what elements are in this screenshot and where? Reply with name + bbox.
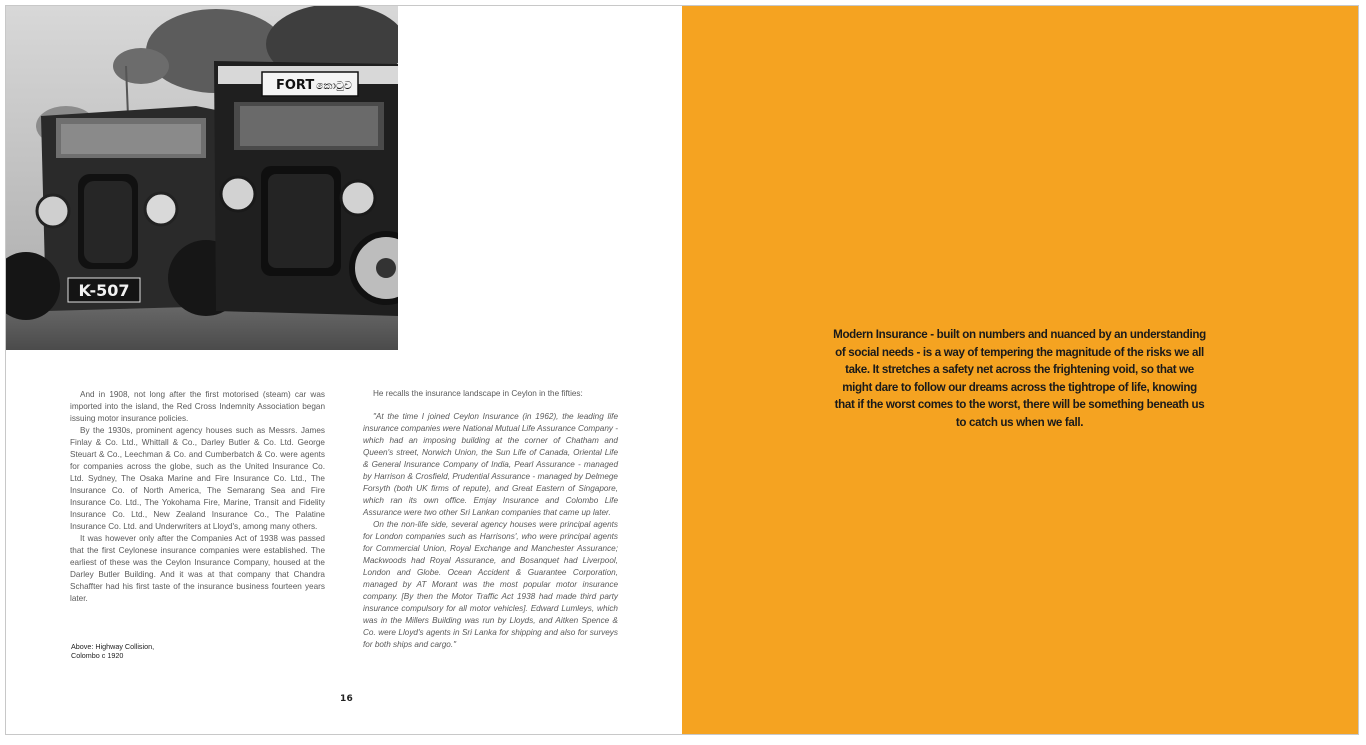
- photo-illustration: [6, 6, 398, 350]
- page-number: 16: [340, 694, 353, 704]
- sign-text-local: කොටුව: [316, 79, 352, 92]
- body-column-1: [70, 389, 325, 605]
- book-spread: [5, 5, 1359, 735]
- column2-quote-paragraph: On the non-life side, several agency houses were principal agents for London companies such as Harrisons', who were principal agents for Commercial Union, Royal Exchange and Manchester Assurance; Mackwoods had Royal Assurance, and Bosanquet had Liverpool, London and Globe. Ocean Accident & Guarantee Corporation, managed by AT Morant was the most popular motor insurance company. [By then the Motor Traffic Act 1938 had made third party insurance compulsory for all motor vehicles]. Edward Lumleys, which was in the Millers Building was run by Lloyds, and Aitken Spence & Co. were Lloyd's agents in Sri Lanka for shipping and also for surveys for both ships and cargo.": [363, 520, 618, 649]
- highway-collision-photo: [6, 6, 398, 350]
- left-page: [6, 6, 682, 734]
- photo-caption: [71, 642, 191, 660]
- column1-paragraph: By the 1930s, prominent agency houses such as Messrs. James Finlay & Co. Ltd., Whittall & Co., Darley Butler & Co. Ltd. George Steuart & Co., Leechman & Co. and Cumberbatch & Co. were agents for companies across the globe, such as the United Insurance Co. Ltd. Sydney, The Osaka Marine and Fire Insurance Co. Ltd., The Insurance Co. of North America, The Semarang Sea and Fire Insurance Co. Ltd., The Yokohama Fire, Marine, Transit and Fidelity Insurance Co. Ltd., New Zealand Insurance Co., The Palatine Insurance Co. Ltd. and Underwriters at Lloyd's, among many others.: [70, 426, 325, 531]
- right-page: [682, 6, 1358, 734]
- column2-quote-paragraph: "At the time I joined Ceylon Insurance (in 1962), the leading life insurance companies were National Mutual Life Assurance Company - which had an imposing building at the corner of Chatham and Queen's street, Norwich Union, the Sun Life of Canada, Oriental Life & General Insurance Company of India, Pearl Assurance - managed by Harrison & Crosfield, Prudential Assurance - managed by Delmege Forsyth (both UK firms of repute), and Great Eastern of Singapore, which ran its own office. Emjay Insurance and Colombo Life Assurance were two other Sri Lankan companies that came up later.: [363, 412, 618, 517]
- body-column-2: [363, 388, 618, 651]
- column1-paragraph: It was however only after the Companies Act of 1938 was passed that the first Ceylonese insurance companies were established. The earliest of these was the Ceylon Insurance Company, housed at the Darley Butler Building. And it was at that company that Chandra Schaffter had his first taste of the insurance business fourteen years later.: [70, 534, 325, 603]
- column2-lead: He recalls the insurance landscape in Ceylon in the fifties:: [373, 389, 583, 398]
- pull-quote: Modern Insurance - built on numbers and nuanced by an understanding of social needs - is a way of tempering the magnitude of the risks we all take. It stretches a safety net across the frightening void, so that we might dare to follow our dreams across the tightrope of life, knowing that if the worst comes to the worst, there will be something beneath us to catch us when we fall.: [833, 328, 1206, 429]
- caption-line: Colombo c 1920: [71, 651, 124, 660]
- plate-text: K-507: [78, 281, 130, 300]
- column1-paragraph: And in 1908, not long after the first motorised (steam) car was imported into the island, the Red Cross Indemnity Association began issuing motor insurance policies.: [70, 390, 325, 423]
- caption-line: Above: Highway Collision,: [71, 642, 155, 651]
- sign-text: FORT: [276, 78, 315, 93]
